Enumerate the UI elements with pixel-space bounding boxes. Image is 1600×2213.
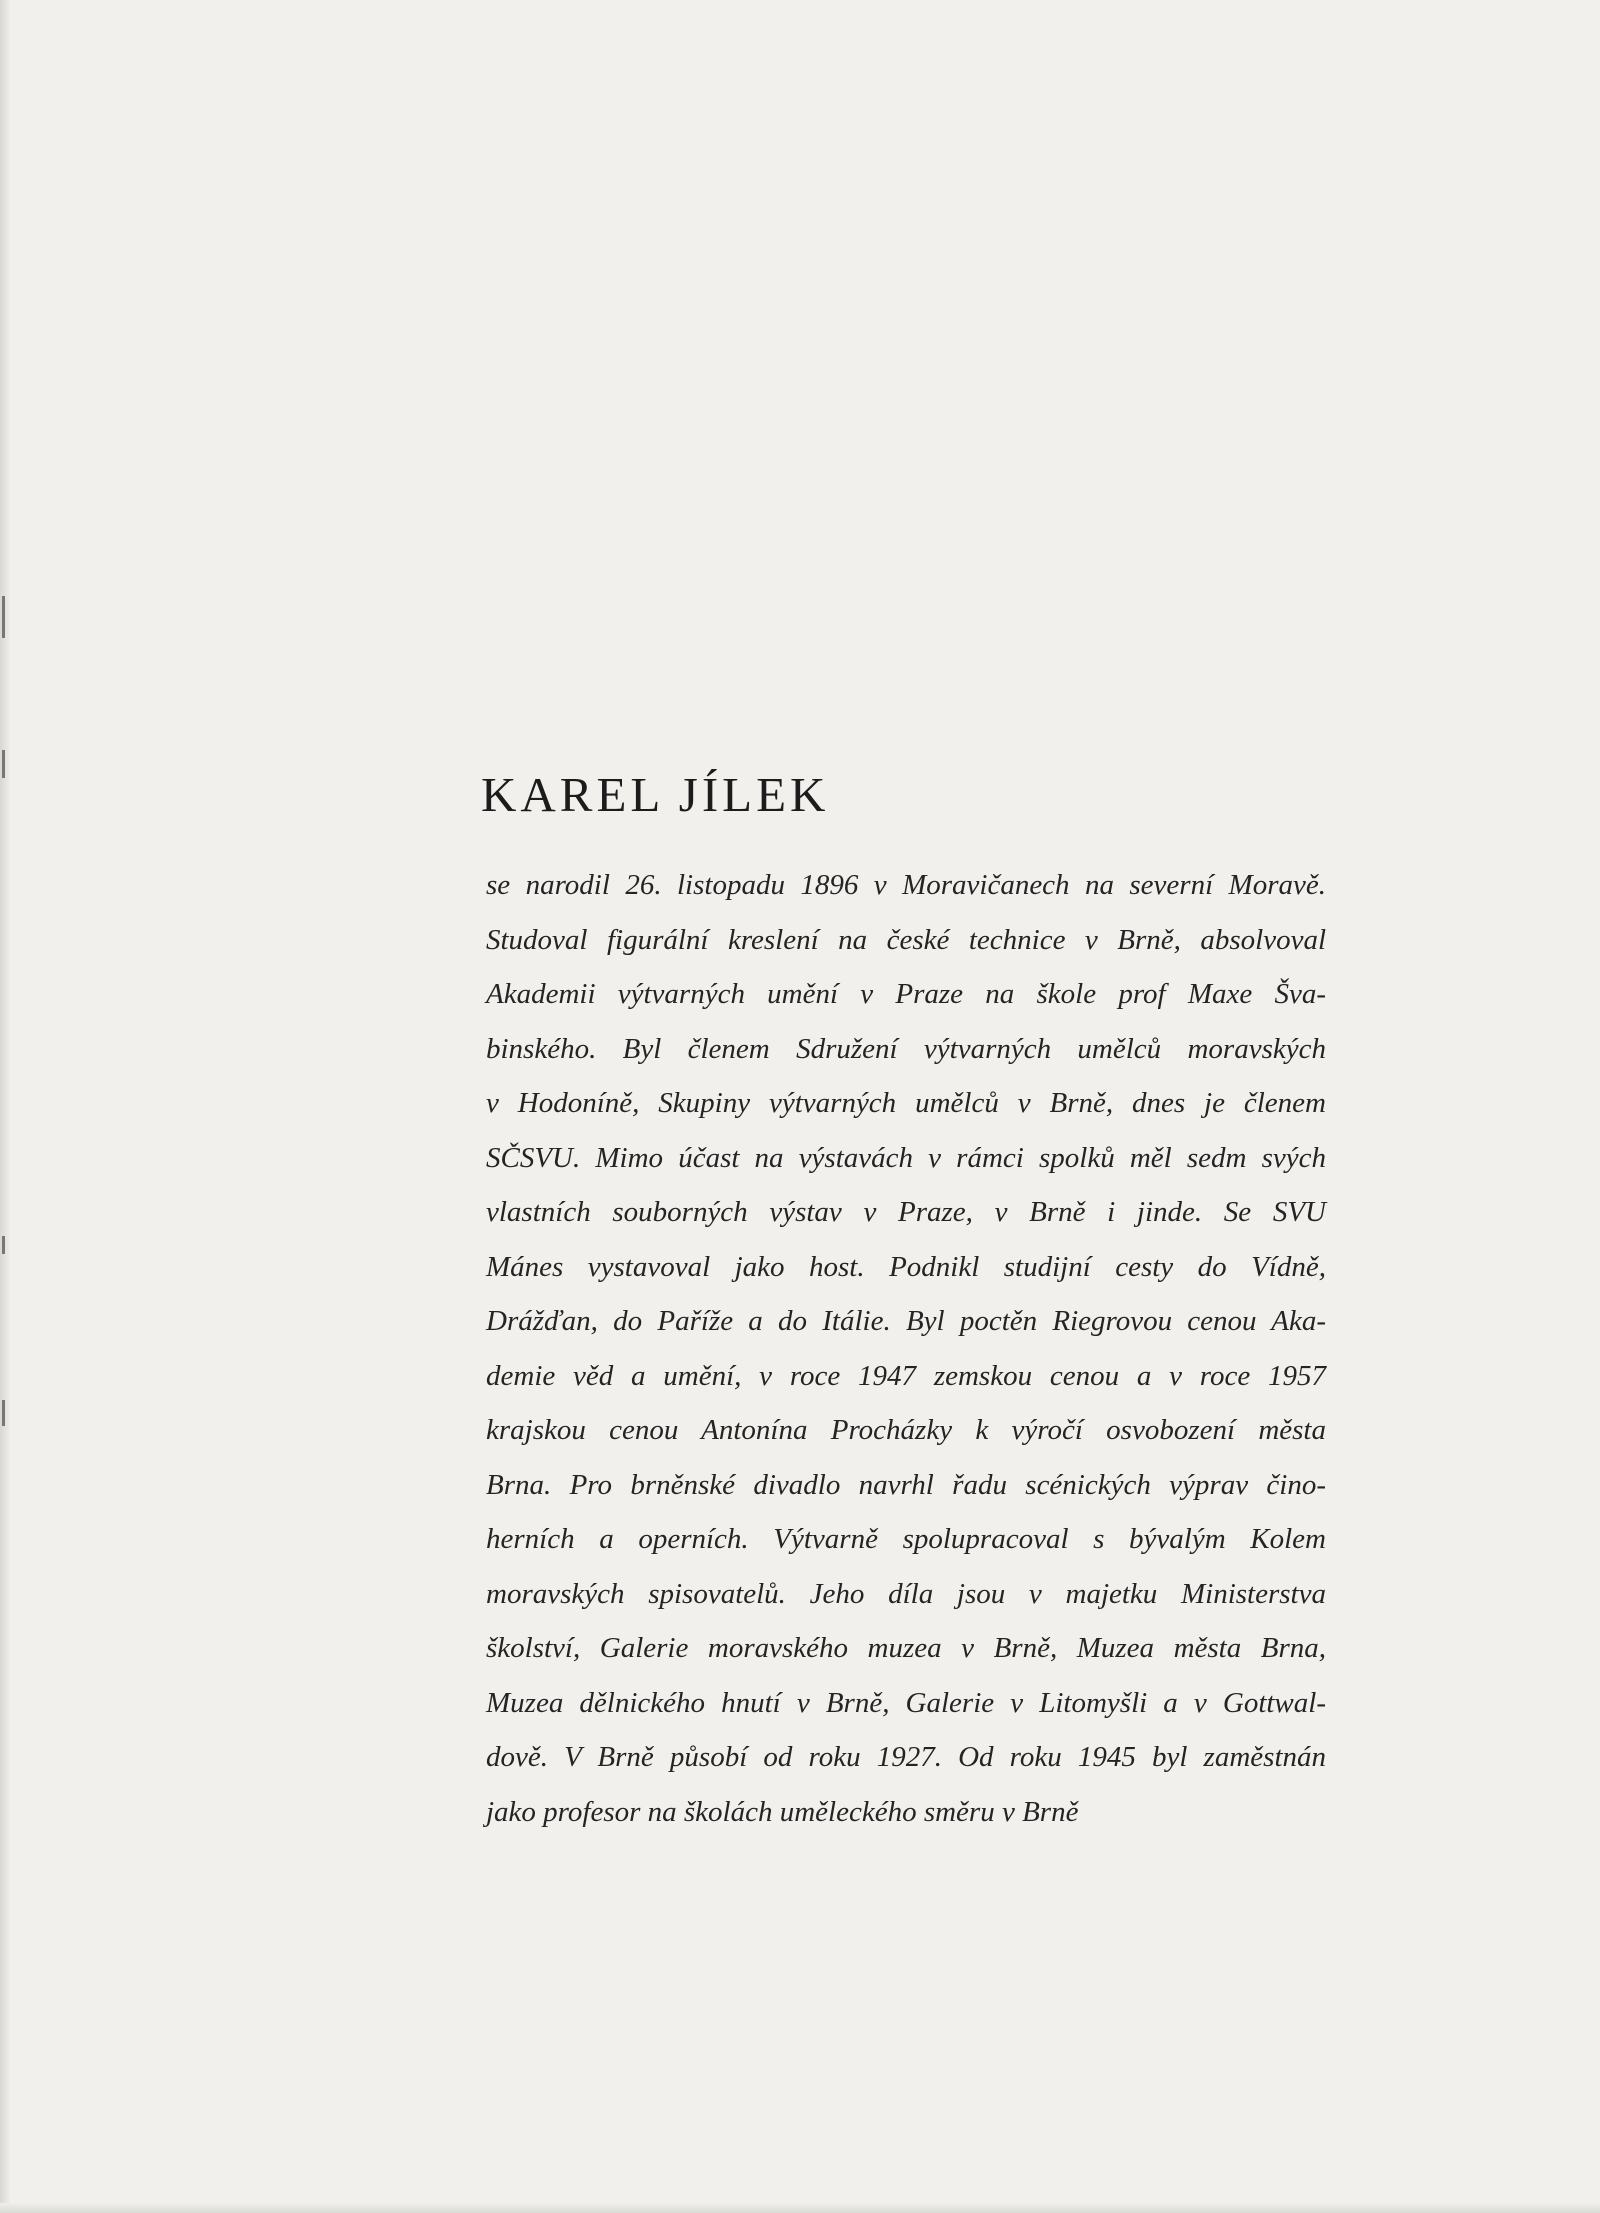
- edge-mark: [2, 750, 5, 778]
- bio-line: Brna. Pro brněnské divadlo navrhl řadu scénických výprav čino-: [486, 1468, 1326, 1501]
- bio-line: Drážďan, do Paříže a do Itálie. Byl poctěn Riegrovou cenou Aka-: [486, 1305, 1326, 1337]
- bio-line: Akademii výtvarných umění v Praze na škole prof Maxe Šva-: [486, 978, 1326, 1010]
- bio-line: Muzea dělnického hnutí v Brně, Galerie v Litomyšli a v Gottwal-: [486, 1686, 1326, 1719]
- bio-line: se narodil 26. listopadu 1896 v Moravičanech na severní Moravě.: [486, 869, 1326, 901]
- bio-line: dově. V Brně působí od roku 1927. Od roku 1945 byl zaměstnán: [486, 1741, 1326, 1773]
- biography-text: [486, 858, 1386, 1839]
- bio-line: demie věd a umění, v roce 1947 zemskou cenou a v roce 1957: [486, 1359, 1326, 1392]
- edge-mark: [2, 596, 5, 638]
- bio-line: jako profesor na školách uměleckého směru v Brně: [486, 1795, 1079, 1828]
- bio-line: moravských spisovatelů. Jeho díla jsou v majetku Ministerstva: [486, 1577, 1326, 1610]
- bio-line: SČSVU. Mimo účast na výstavách v rámci spolků měl sedm svých: [486, 1141, 1326, 1174]
- edge-mark: [2, 1400, 5, 1426]
- bio-line: binského. Byl členem Sdružení výtvarných umělců moravských: [486, 1032, 1326, 1065]
- bio-line: vlastních souborných výstav v Praze, v Brně i jinde. Se SVU: [486, 1196, 1326, 1228]
- bio-line: školství, Galerie moravského muzea v Brně, Muzea města Brna,: [486, 1632, 1326, 1664]
- bio-line: v Hodoníně, Skupiny výtvarných umělců v Brně, dnes je členem: [486, 1087, 1326, 1119]
- bio-line: Mánes vystavoval jako host. Podnikl studijní cesty do Vídně,: [486, 1250, 1326, 1283]
- bio-line: herních a operních. Výtvarně spolupracoval s bývalým Kolem: [486, 1523, 1326, 1555]
- page-title: KAREL JÍLEK: [481, 767, 830, 822]
- edge-mark: [2, 1236, 5, 1254]
- bottom-shadow: [0, 2203, 1600, 2213]
- bio-line: krajskou cenou Antonína Procházky k výročí osvobození města: [486, 1414, 1326, 1446]
- page-edge: [0, 0, 10, 2213]
- bio-line: Studoval figurální kreslení na české technice v Brně, absolvoval: [486, 923, 1326, 956]
